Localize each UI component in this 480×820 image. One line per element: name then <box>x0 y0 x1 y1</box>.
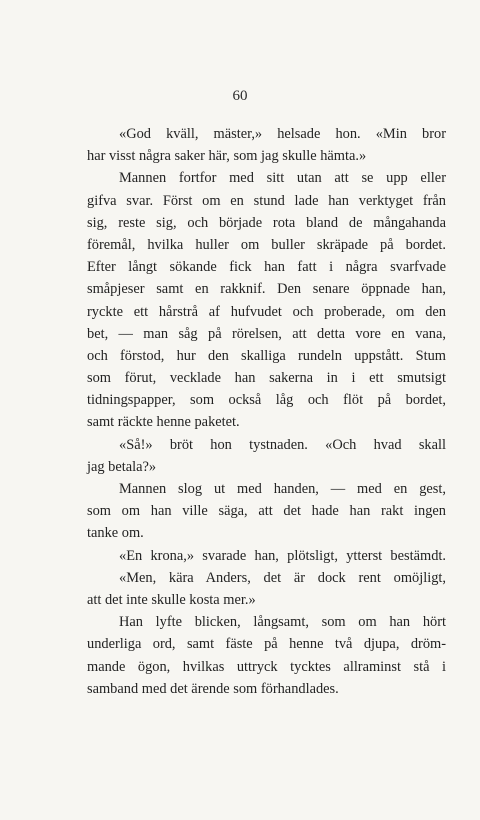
page-number: 60 <box>232 88 248 104</box>
text-line: underliga ord, samt fäste på henne två djupa, dröm- <box>87 636 446 653</box>
text-line: som förut, vecklade han sakerna in i ett smutsigt <box>87 370 446 387</box>
text-line: har visst några saker här, som jag skulle hämta.» <box>87 148 367 165</box>
text-line: Mannen fortfor med sitt utan att se upp eller <box>119 170 446 187</box>
text-line: Mannen slog ut med handen, — med en gest, <box>119 481 446 497</box>
text-line: «God kväll, mäster,» helsade hon. «Min bror <box>119 126 446 142</box>
text-line: samband med det ärende som förhandlades. <box>87 680 339 697</box>
text-line: föremål, hvilka huller om buller skräpade på bordet. <box>87 236 446 253</box>
text-line: samt räckte henne paketet. <box>87 414 240 431</box>
text-line: Han lyfte blicken, långsamt, som om han hört <box>119 614 446 631</box>
text-line: jag betala?» <box>87 458 157 475</box>
text-line: «Så!» bröt hon tystnaden. «Och hvad skall <box>119 436 446 453</box>
body-text <box>87 123 446 700</box>
text-line: som om han ville säga, att det hade han rakt ingen <box>87 503 446 520</box>
text-line: tidningspapper, som också låg och flöt på bordet, <box>87 392 446 409</box>
text-line: «En krona,» svarade han, plötsligt, ytterst bestämdt. <box>119 547 446 564</box>
text-line: och förstod, hur den skalliga rundeln uppstått. Stum <box>87 347 446 364</box>
text-line: «Men, kära Anders, det är dock rent omöjligt, <box>119 569 446 586</box>
text-line: ryckte ett hårstrå af hufvudet och proberade, om den <box>87 303 446 320</box>
text-line: småpjeser samt en rakknif. Den senare öppnade han, <box>87 281 446 298</box>
text-line: bet, — man såg på rörelsen, att detta vore en vana, <box>87 325 446 342</box>
text-line: Efter långt sökande fick han fatt i några svarfvade <box>87 259 446 276</box>
text-line: gifva svar. Först om en stund lade han verktyget från <box>87 192 446 209</box>
text-line: sig, reste sig, och började rota bland de mångahanda <box>87 214 446 231</box>
text-line: mande ögon, hvilkas uttryck tycktes allraminst stå i <box>87 658 446 675</box>
text-line: tanke om. <box>87 525 144 542</box>
text-line: att det inte skulle kosta mer.» <box>87 591 256 608</box>
